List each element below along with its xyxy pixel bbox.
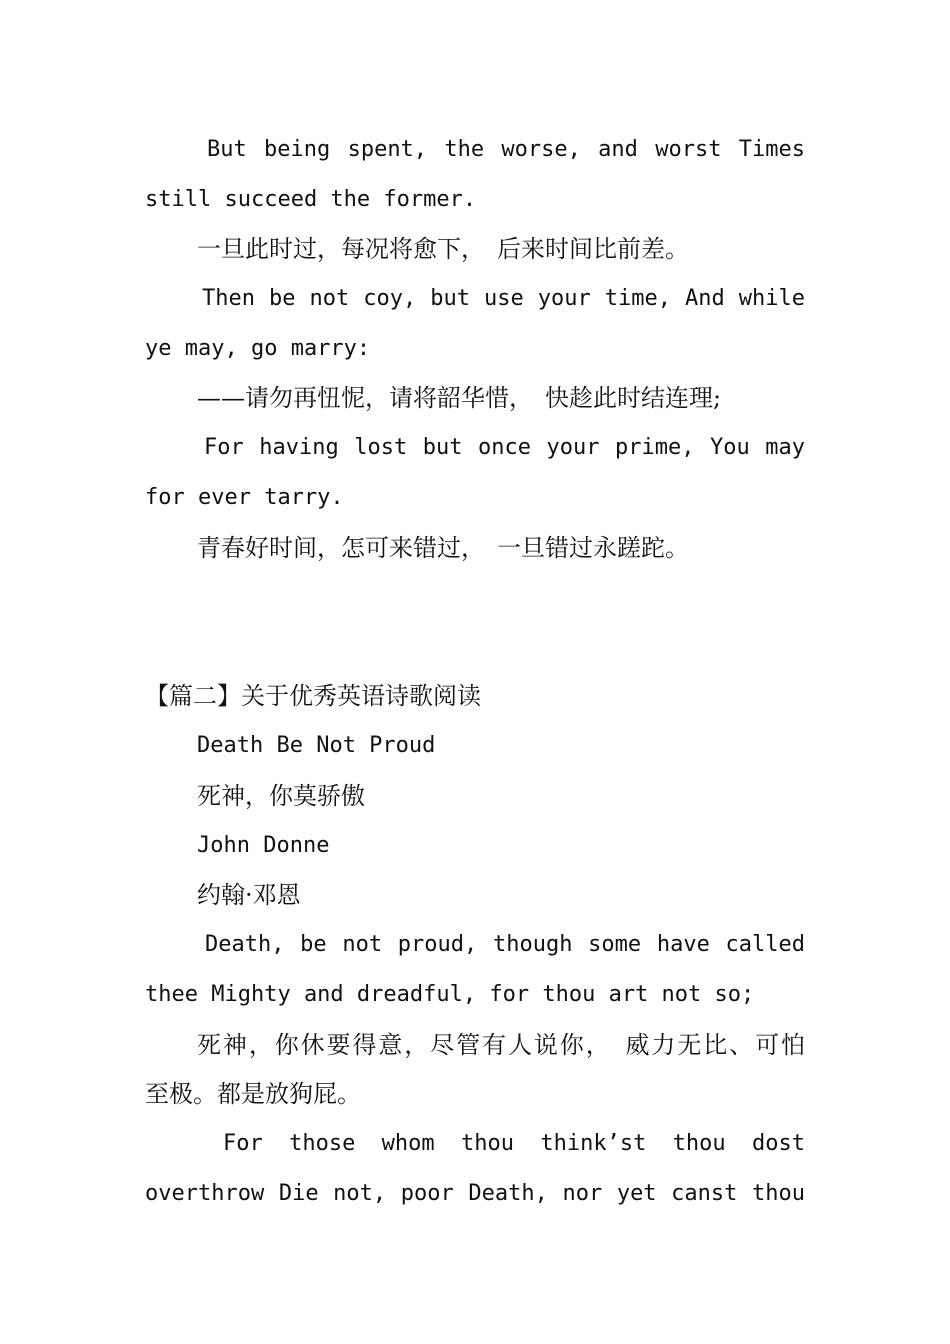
- poem-title-translation: 死神，你莫骄傲: [197, 782, 365, 810]
- poem-line: Then be not coy, but use your time, And while: [202, 286, 805, 311]
- poem-line: But being spent, the worse, and worst Times: [207, 137, 805, 162]
- poem-translation: 死神，你休要得意，尽管有人说你， 威力无比、可怕: [197, 1031, 805, 1059]
- poem-line: overthrow Die not, poor Death, nor yet canst thou: [145, 1181, 805, 1206]
- poem-translation: 至极。都是放狗屁。: [145, 1080, 361, 1108]
- poem-line: Death, be not proud, though some have called: [205, 932, 805, 957]
- poem-title: Death Be Not Proud: [197, 733, 436, 758]
- poem-author: John Donne: [197, 833, 330, 858]
- poem-translation: 一旦此时过，每况将愈下， 后来时间比前差。: [197, 235, 689, 263]
- poem-line: for ever tarry.: [145, 485, 344, 510]
- poem-translation: ——请勿再忸怩，请将韶华惜， 快趁此时结连理;: [197, 384, 722, 412]
- poem-line: thee Mighty and dreadful, for thou art not so;: [145, 982, 755, 1007]
- section-heading: 【篇二】关于优秀英语诗歌阅读: [145, 682, 481, 710]
- poem-line: still succeed the former.: [145, 187, 477, 212]
- poem-line: For those whom thou think’st thou dost: [223, 1131, 805, 1156]
- poem-line: ye may, go marry:: [145, 336, 371, 361]
- poem-author-translation: 约翰·邓恩: [197, 881, 301, 909]
- poem-line: For having lost but once your prime, You may: [204, 435, 805, 460]
- poem-translation: 青春好时间，怎可来错过， 一旦错过永蹉跎。: [197, 534, 689, 562]
